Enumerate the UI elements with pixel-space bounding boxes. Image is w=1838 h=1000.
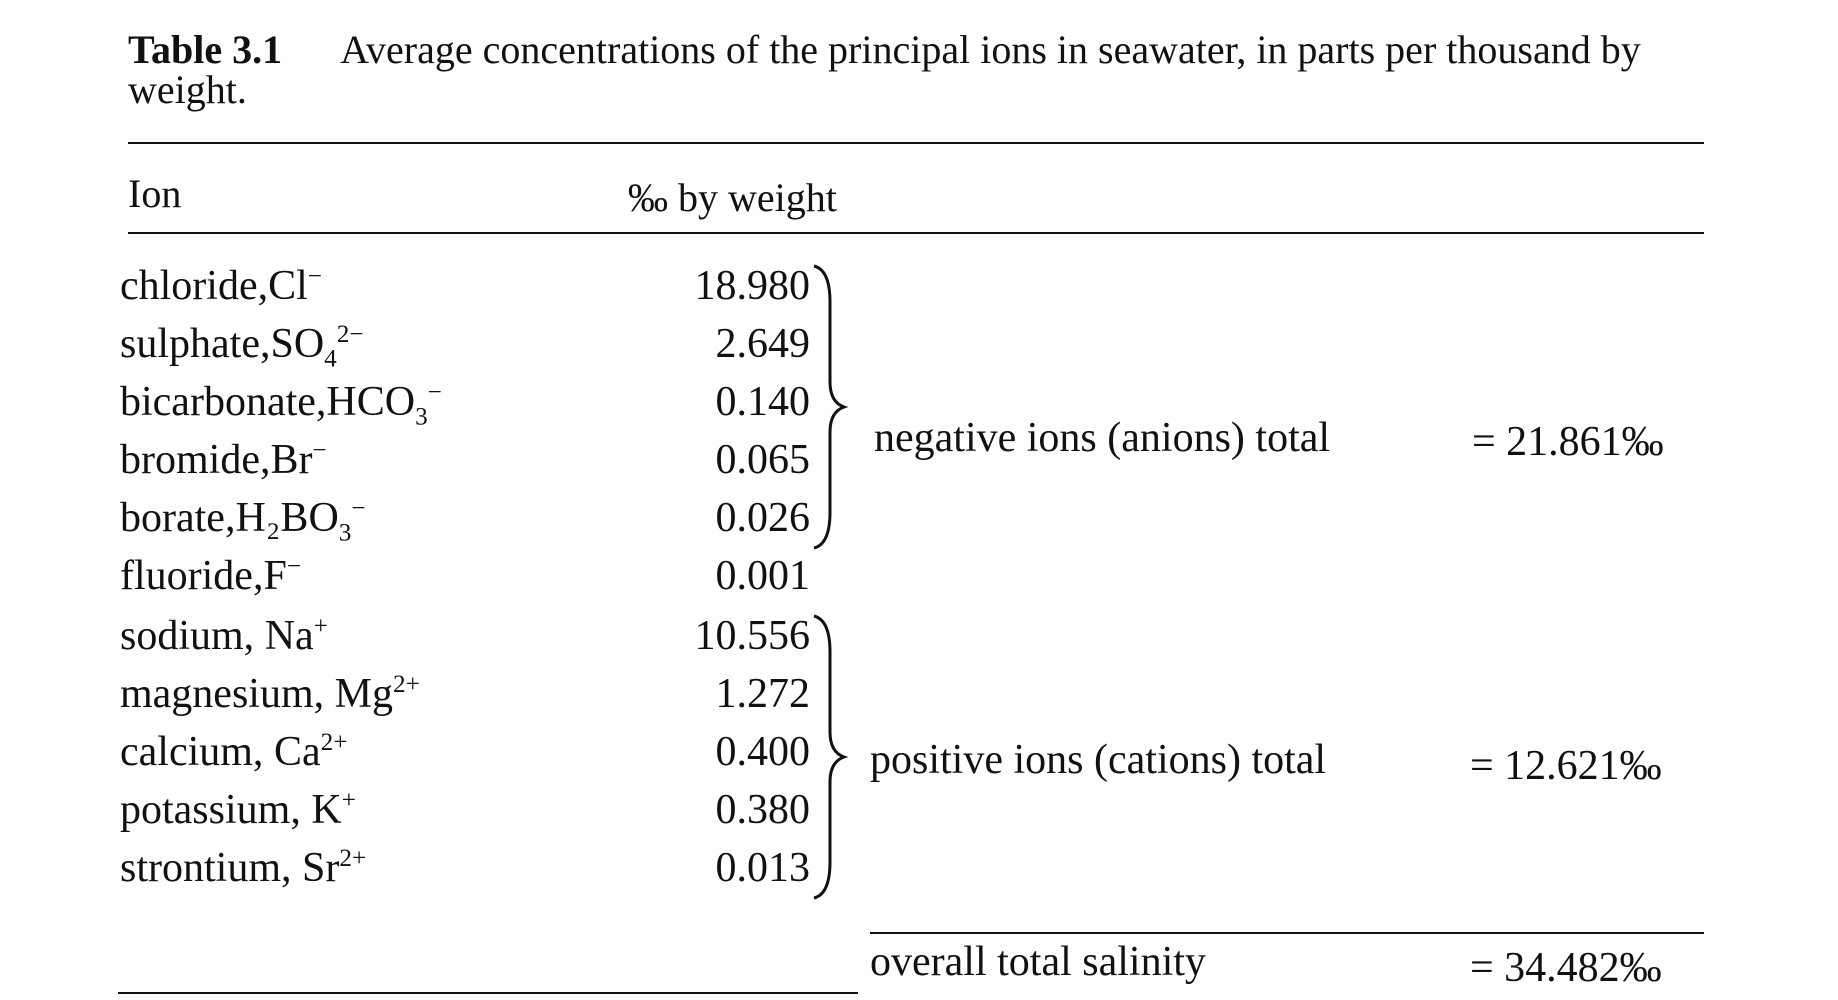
header-weight: ‰ by weight <box>628 175 837 220</box>
ion-label: sodium, <box>120 613 265 659</box>
ion-label: calcium, <box>120 729 274 775</box>
cation-total-label: positive ions (cations) total <box>870 737 1327 783</box>
ion-formula: SO <box>270 321 325 367</box>
bottom-rule <box>118 992 858 994</box>
ion-charge: − <box>307 263 323 290</box>
ion-charge: 2+ <box>393 671 420 698</box>
ion-value: 0.001 <box>715 553 810 599</box>
ion-name <box>120 844 366 892</box>
ion-name <box>120 670 420 718</box>
table-label: Table 3.1 <box>128 27 283 72</box>
ion-label: magnesium, <box>120 671 335 717</box>
ion-label: borate, <box>120 495 236 541</box>
ion-charge: 2− <box>336 321 364 348</box>
ion-formula: Cl <box>268 263 308 309</box>
ion-name <box>120 612 328 660</box>
cation-total-value: = 12.621‰ <box>1470 743 1662 789</box>
ion-name <box>120 262 322 310</box>
ion-value: 0.140 <box>715 379 810 425</box>
anion-total-label: negative ions (anions) total <box>874 415 1331 461</box>
header-ion: Ion <box>128 171 182 216</box>
ion-value: 0.013 <box>715 845 810 891</box>
ion-label: strontium, <box>120 845 303 891</box>
ion-name <box>120 436 327 484</box>
ion-formula: H₂BO <box>235 495 339 541</box>
ion-charge: 2+ <box>320 729 348 756</box>
ion-name <box>120 378 442 431</box>
ion-formula: Na <box>264 613 314 659</box>
ion-formula: F <box>263 553 287 599</box>
ion-formula: Br <box>270 437 313 483</box>
ion-label: bicarbonate, <box>120 379 327 425</box>
ion-label: chloride, <box>120 263 269 309</box>
ion-subscript: 3 <box>338 519 352 547</box>
ion-charge: − <box>312 437 327 464</box>
ion-charge: − <box>351 495 366 522</box>
table-caption <box>128 27 1708 112</box>
header-rule <box>128 232 1704 234</box>
top-rule <box>128 142 1704 144</box>
ion-charge: + <box>313 613 328 640</box>
ion-name <box>120 552 301 600</box>
ion-subscript: 3 <box>415 403 428 431</box>
ion-value: 0.380 <box>715 787 810 833</box>
ion-formula: K <box>311 787 342 833</box>
ion-value: 0.026 <box>715 495 810 541</box>
caption-text: Average concentrations of the principal ions in seawater, in parts per thousand by weight. <box>128 27 1641 112</box>
ion-charge: + <box>341 787 356 814</box>
ion-value: 18.980 <box>694 263 810 309</box>
ion-value: 1.272 <box>715 671 810 717</box>
overall-total-value: = 34.482‰ <box>1470 945 1662 991</box>
ion-label: sulphate, <box>120 321 271 367</box>
anion-brace <box>810 262 850 552</box>
ion-formula: Sr <box>302 845 340 891</box>
ion-name <box>120 728 347 776</box>
cation-brace <box>810 612 850 902</box>
ion-value: 0.065 <box>715 437 810 483</box>
ion-value: 10.556 <box>694 613 810 659</box>
ion-name <box>120 494 366 547</box>
anion-total-value: = 21.861‰ <box>1472 419 1664 465</box>
ion-formula: HCO <box>326 379 416 425</box>
ion-charge: − <box>427 379 442 406</box>
ion-label: bromide, <box>120 437 271 483</box>
overall-total-label: overall total salinity <box>870 939 1206 985</box>
ion-label: fluoride, <box>120 553 264 599</box>
ion-charge: − <box>286 553 302 580</box>
ion-formula: Ca <box>273 729 321 775</box>
salinity-rule <box>870 932 1704 934</box>
ion-name <box>120 320 364 373</box>
ion-value: 0.400 <box>715 729 810 775</box>
ion-label: potassium, <box>120 787 312 833</box>
ion-charge: 2+ <box>339 845 367 872</box>
ion-subscript: 4 <box>324 345 337 373</box>
ion-name <box>120 786 356 834</box>
ion-formula: Mg <box>334 671 393 717</box>
ion-value: 2.649 <box>715 321 810 367</box>
